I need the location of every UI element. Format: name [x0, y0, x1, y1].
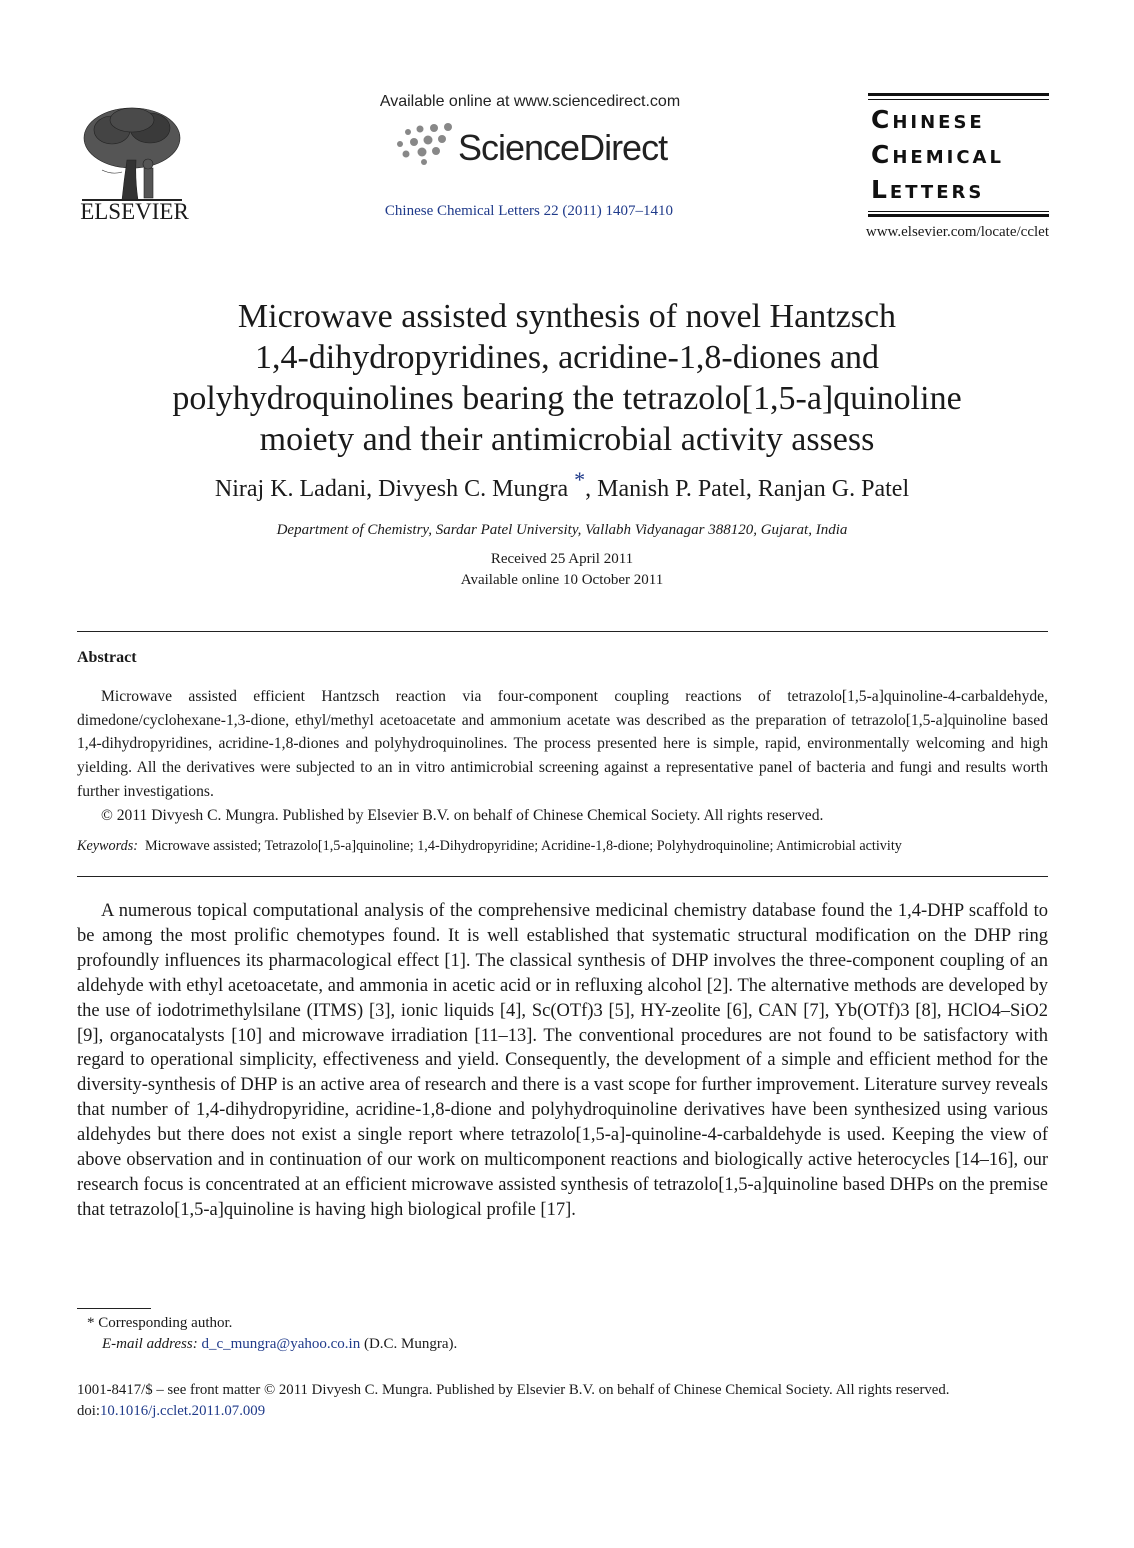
title-line-4: moiety and their antimicrobial activity assess [259, 421, 875, 458]
publisher-name: ELSEVIER [80, 199, 189, 224]
keywords-label: Keywords: [77, 838, 138, 854]
email-suffix: (D.C. Mungra). [360, 1336, 458, 1352]
journal-logo-line-2: Chemical [871, 140, 1004, 169]
abstract-copyright: © 2011 Divyesh C. Mungra. Published by Elsevier B.V. on behalf of Chinese Chemical Society. All rights reserved. [101, 806, 824, 824]
divider-bottom [77, 876, 1048, 877]
title-line-3: polyhydroquinolines bearing the tetrazolo[1,5-a]quinoline [172, 380, 962, 417]
front-matter: 1001-8417/$ – see front matter © 2011 Divyesh C. Mungra. Published by Elsevier B.V. on behalf of Chinese Chemical Society. All rights reserved. [77, 1382, 950, 1398]
author-list [80, 467, 1044, 503]
available-date: Available online 10 October 2011 [460, 572, 664, 588]
authors-first: Niraj K. Ladani, Divyesh C. Mungra [214, 476, 569, 502]
affiliation: Department of Chemistry, Sardar Patel University, Vallabh Vidyanagar 388120, Gujarat, India [276, 522, 848, 538]
abstract-heading: Abstract [77, 649, 137, 666]
sciencedirect-wordmark: ScienceDirect [458, 127, 668, 168]
journal-url: www.elsevier.com/locate/cclet [865, 224, 1049, 240]
email-footnote [102, 1336, 457, 1353]
title-line-2: 1,4-dihydropyridines, acridine-1,8-diones and [254, 339, 880, 376]
journal-logo-line-3: Letters [871, 175, 985, 204]
corresponding-footnote: * Corresponding author. [87, 1315, 233, 1331]
doi-line [77, 1403, 265, 1420]
abstract-text: Microwave assisted efficient Hantzsch reaction via four-component coupling reactions of tetrazolo[1,5-a]quinoline-4-carbaldehyde, dimedone/cyclohexane-1,3-dione, ethyl/methyl acetoacetate and ammonium acetate was described as the preparation of tetrazolo[1,5-a]quinoline based 1,4-dihydropyridines, acridine-1,8-diones and polyhydroquinolines. The process presented here is simple, rapid, environmentally welcoming and high yielding. All the derivatives were subjected to an in vitro antimicrobial screening against a representative panel of bacteria and fungi and results worth further investigations. [77, 688, 1048, 800]
keywords-text: Microwave assisted; Tetrazolo[1,5-a]quinoline; 1,4-Dihydropyridine; Acridine-1,8-dione; Polyhydroquinoline; Antimicrobial activity [145, 838, 902, 854]
intro-paragraph: A numerous topical computational analysis of the comprehensive medicinal chemistry database found the 1,4-DHP scaffold to be among the most prolific chemotypes found. It is well established that systematic structural modification on the DHP ring profoundly influences its pharmacological effect [1]. The classical synthesis of DHP involves the three-component coupling of an aldehyde with ethyl acetoacetate, and ammonia in acetic acid or in refluxing alcohol [2]. The alternative methods are developed by the use of iodotrimethylsilane (ITMS) [3], ionic liquids [4], Sc(OTf)3 [5], HY-zeolite [6], CAN [7], Yb(OTf)3 [8], HClO4–SiO2 [9], organocatalysts [10] and microwave irradiation [11–13]. The conventional procedures are not found to be satisfactory with regard to operational simplicity, effectiveness and yield. Consequently, the development of a simple and efficient method for the diversity-synthesis of DHP is an active area of research and there is a vast scope for further improvement. Literature survey reveals that number of 1,4-dihydropyridine, acridine-1,8-dione and polyhydroquinoline derivatives have been synthesized using various aldehydes but there does not exist a single report where tetrazolo[1,5-a]-quinoline-4-carbaldehyde is used. Keeping the view of above observation and in continuation of our work on multicomponent reactions and biologically active heterocycles [14–16], our research focus is concentrated at an efficient microwave assisted synthesis of tetrazolo[1,5-a]quinoline based DHPs on the premise that tetrazolo[1,5-a]quinoline is having high biological profile [17]. [77, 901, 1048, 1220]
doi-label: doi: [77, 1403, 101, 1419]
article-title [100, 296, 1034, 460]
article-dates [80, 549, 1044, 591]
email-link[interactable]: d_c_mungra@yahoo.co.in [201, 1336, 361, 1352]
journal-citation-link[interactable]: Chinese Chemical Letters 22 (2011) 1407–1410 [384, 203, 674, 219]
divider-top [77, 631, 1048, 632]
journal-logo-line-1: Chinese [871, 105, 985, 134]
journal-logo [868, 93, 1049, 219]
body-text [77, 899, 1048, 1223]
email-label: E-mail address: [102, 1336, 198, 1352]
footnote-rule [77, 1308, 151, 1309]
authors-rest: , Manish P. Patel, Ranjan G. Patel [585, 476, 910, 502]
available-online-text: Available online at www.sciencedirect.com [379, 93, 681, 110]
keywords [77, 838, 1052, 855]
doi-link[interactable]: 10.1016/j.cclet.2011.07.009 [100, 1403, 266, 1419]
title-line-1: Microwave assisted synthesis of novel Hantzsch [237, 298, 897, 335]
received-date: Received 25 April 2011 [490, 551, 634, 567]
abstract [77, 685, 1048, 827]
corresponding-author-link[interactable]: * [574, 467, 586, 492]
